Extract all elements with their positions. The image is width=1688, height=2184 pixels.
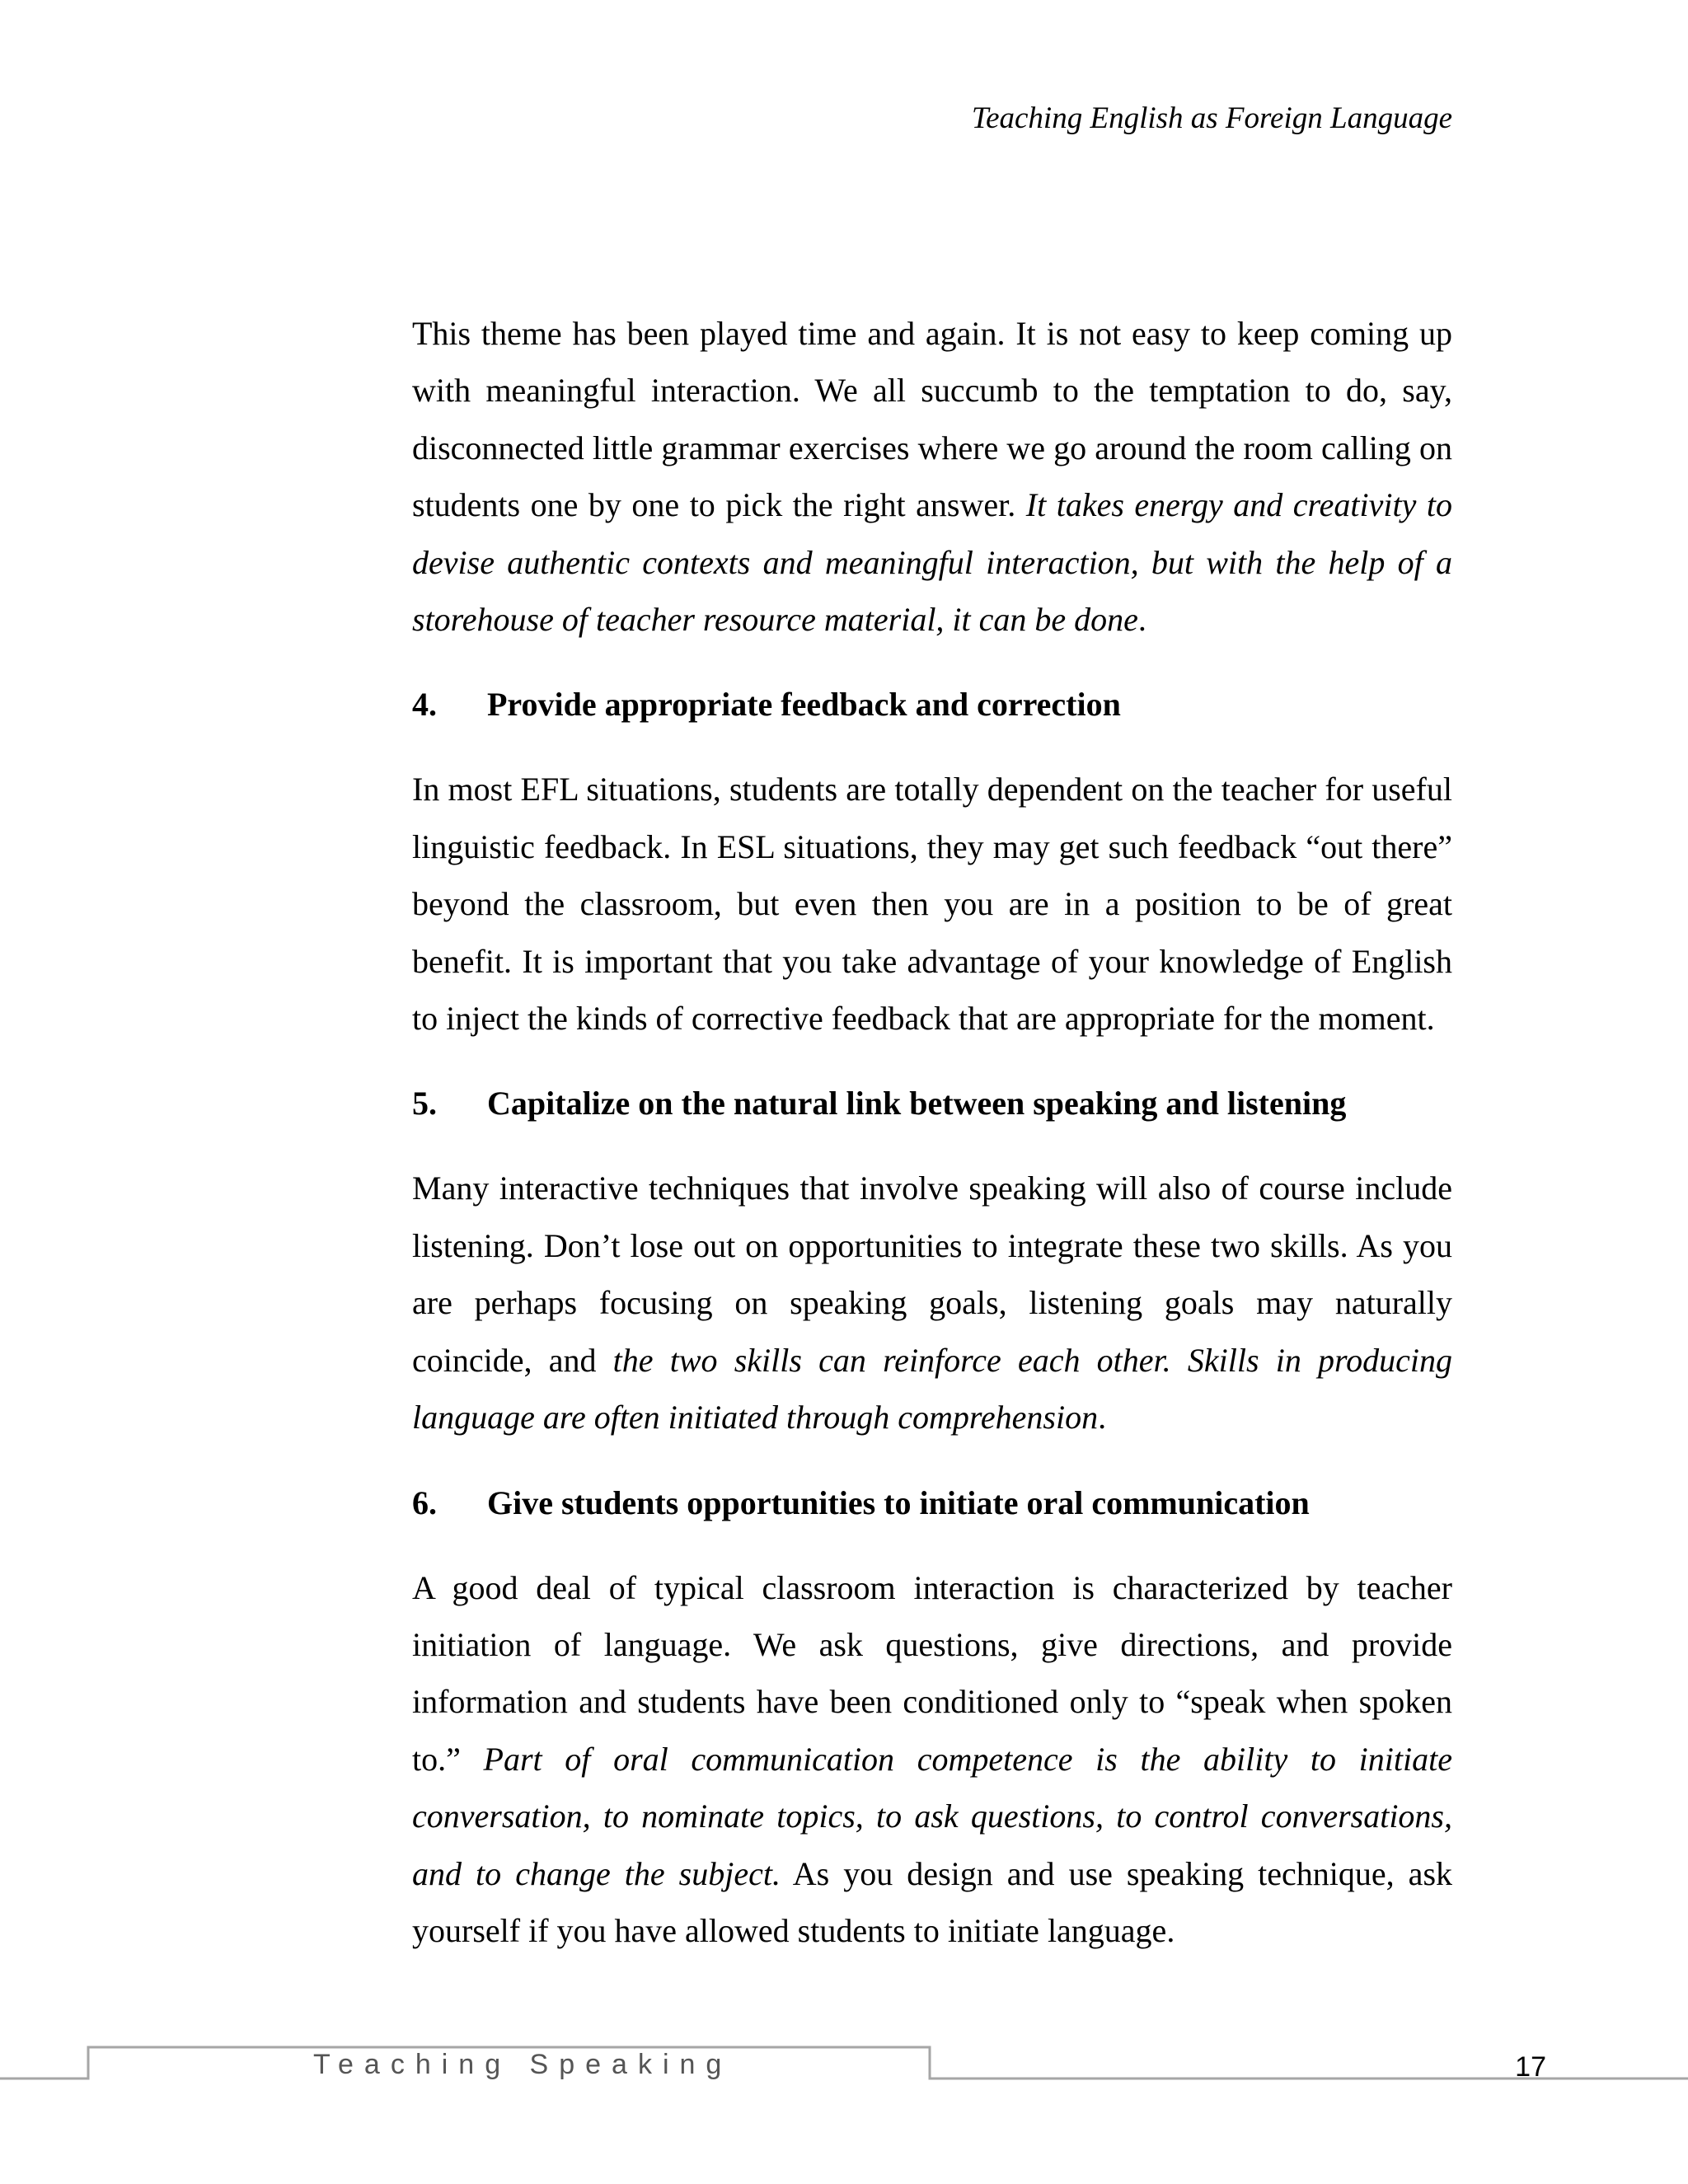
paragraph-text: Many interactive techniques that involve speaking will also of course include listening. Don’t lose out on opportunities to integrate these two skills. As you are perhaps focusing on speaking goals, listening goals may naturally coincide, and xyxy=(412,1169,1452,1379)
section-title: Capitalize on the natural link between speaking and listening xyxy=(487,1085,1347,1122)
section-number: 5. xyxy=(412,1085,437,1122)
paragraph-text: In most EFL situations, students are totally dependent on the teacher for useful linguistic feedback. In ESL situations, they may get such feedback “out there” beyond the classroom, but even then you are in a position to be of great benefit. It is important that you take advantage of your knowledge of English to inject the kinds of corrective feedback that are appropriate for the moment. xyxy=(412,771,1452,1038)
paragraph-emphasis: Part of oral communication competence is the ability to initiate conversation, to nominate topics, to ask questions, to control conversations, and to change the subject. xyxy=(412,1740,1452,1892)
paragraph-end: As you design and use speaking technique, ask yourself if you have allowed students to initiate language. xyxy=(412,1854,1453,1949)
paragraph-text: A good deal of typical classroom interaction is characterized by teacher initiation of language. We ask questions, give directions, and provide information and students have been conditioned only to “speak when spoken to.” xyxy=(412,1568,1452,1778)
footer-section-title: Teaching Speaking xyxy=(313,2049,733,2080)
section-title: Provide appropriate feedback and correction xyxy=(487,686,1121,724)
paragraph-emphasis: the two skills can reinforce each other. Skills in producing language are often initiated through comprehension xyxy=(412,1341,1452,1436)
section-number: 6. xyxy=(412,1483,437,1521)
section-title: Give students opportunities to initiate oral communication xyxy=(487,1483,1310,1521)
paragraph-text: This theme has been played time and again. It is not easy to keep coming up with meaningful interaction. We all succumb to the temptation to do, say, disconnected little grammar exercises where we go around the room calling on students one by one to pick the right answer. xyxy=(412,315,1452,524)
section-number: 4. xyxy=(412,686,437,724)
paragraph-end: . xyxy=(1137,601,1146,639)
paragraph-emphasis: It takes energy and creativity to devise authentic contexts and meaningful interaction, but with the help of a storehouse of teacher resource material, it can be done xyxy=(412,486,1452,639)
running-header: Teaching English as Foreign Language xyxy=(971,101,1452,135)
page-number: 17 xyxy=(1515,2051,1546,2083)
paragraph-end: . xyxy=(1098,1399,1107,1436)
